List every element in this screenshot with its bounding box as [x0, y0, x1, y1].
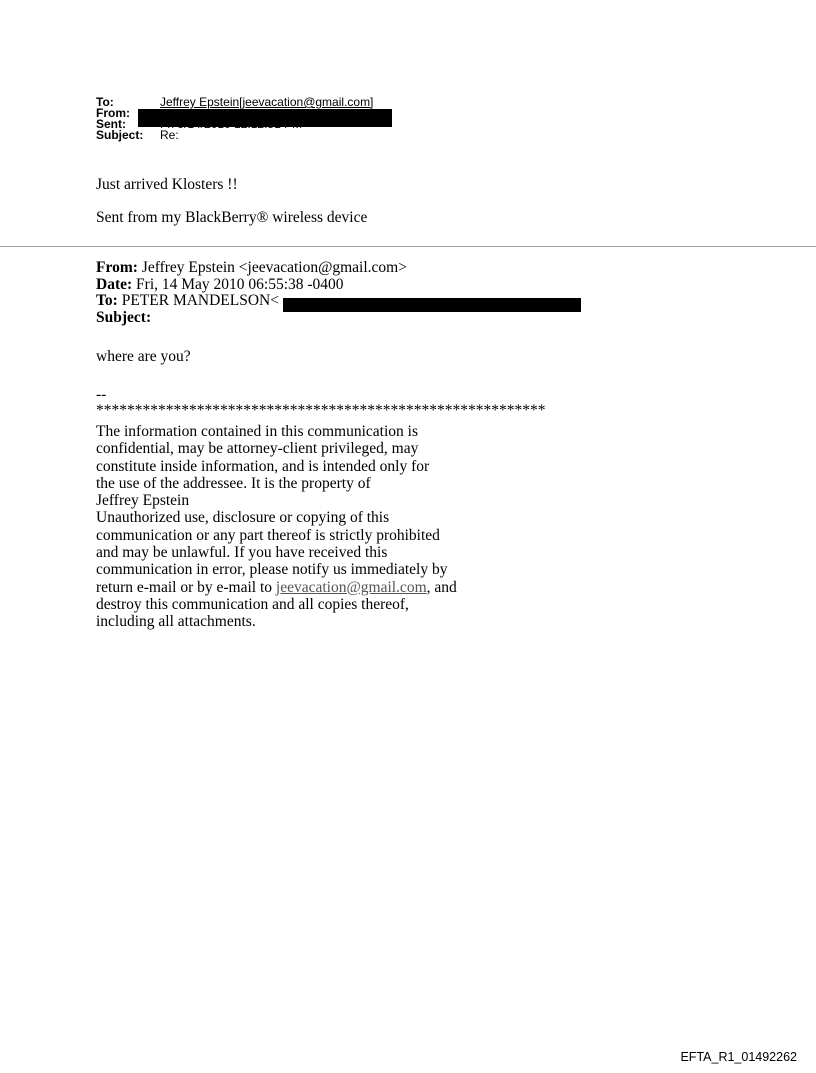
to-label: To:: [96, 95, 114, 109]
reply-signature-text: Sent from my BlackBerry® wireless device: [96, 209, 368, 226]
orig-from-value: Jeffrey Epstein <jeevacation@gmail.com>: [137, 259, 407, 276]
orig-to-label: To:: [96, 292, 118, 309]
sent-label: Sent:: [96, 117, 126, 131]
redaction-bar-from: [138, 109, 392, 127]
document-id-stamp: EFTA_R1_01492262: [680, 1050, 797, 1064]
disclaimer-link-prefix: return e-mail or by e-mail to: [96, 578, 276, 596]
disclaimer-link-suffix: , and: [426, 578, 457, 596]
orig-subject-label: Subject:: [96, 308, 152, 326]
email-link[interactable]: jeevacation@gmail.com: [275, 578, 427, 596]
disclaimer-line: and may be unlawful. If you have received this: [96, 544, 388, 562]
from-label: From:: [96, 106, 130, 120]
to-value: Jeffrey Epstein[jeevacation@gmail.com]: [160, 95, 374, 109]
disclaimer-line: confidential, may be attorney-client privileged, may: [96, 440, 419, 458]
redaction-bar-to: [283, 298, 581, 312]
original-header: [96, 260, 407, 326]
orig-from-label: From:: [96, 259, 138, 276]
disclaimer-line: the use of the addressee. It is the property of: [96, 474, 371, 492]
signature-stars: **********************************************************: [96, 402, 546, 419]
disclaimer-line: Unauthorized use, disclosure or copying of this: [96, 509, 390, 527]
disclaimer-line: constitute inside information, and is intended only for: [96, 457, 430, 475]
orig-date-value: Fri, 14 May 2010 06:55:38 -0400: [132, 275, 344, 293]
orig-to-value: PETER MANDELSON<: [117, 292, 279, 309]
disclaimer-line: The information contained in this communication is: [96, 423, 418, 440]
signature-dashes: --: [96, 386, 107, 403]
orig-date-label: Date:: [96, 275, 133, 293]
disclaimer-line: communication or any part thereof is strictly prohibited: [96, 526, 440, 544]
reply-to-row: [96, 97, 373, 108]
original-message-text: where are you?: [96, 348, 191, 365]
subject-label: Subject:: [96, 128, 144, 142]
disclaimer-line-with-link: [96, 579, 457, 596]
orig-from-row: [96, 260, 407, 277]
reply-message-text: Just arrived Klosters !!: [96, 176, 238, 193]
disclaimer-block: [96, 423, 457, 631]
disclaimer-line: including all attachments.: [96, 613, 256, 631]
message-divider: [0, 246, 816, 247]
subject-value: Re:: [160, 128, 179, 142]
disclaimer-line: destroy this communication and all copies thereof,: [96, 595, 409, 613]
reply-subject-row: [96, 130, 373, 141]
disclaimer-line: communication in error, please notify us immediately by: [96, 561, 448, 579]
disclaimer-line: Jeffrey Epstein: [96, 492, 190, 510]
orig-date-row: [96, 277, 407, 294]
